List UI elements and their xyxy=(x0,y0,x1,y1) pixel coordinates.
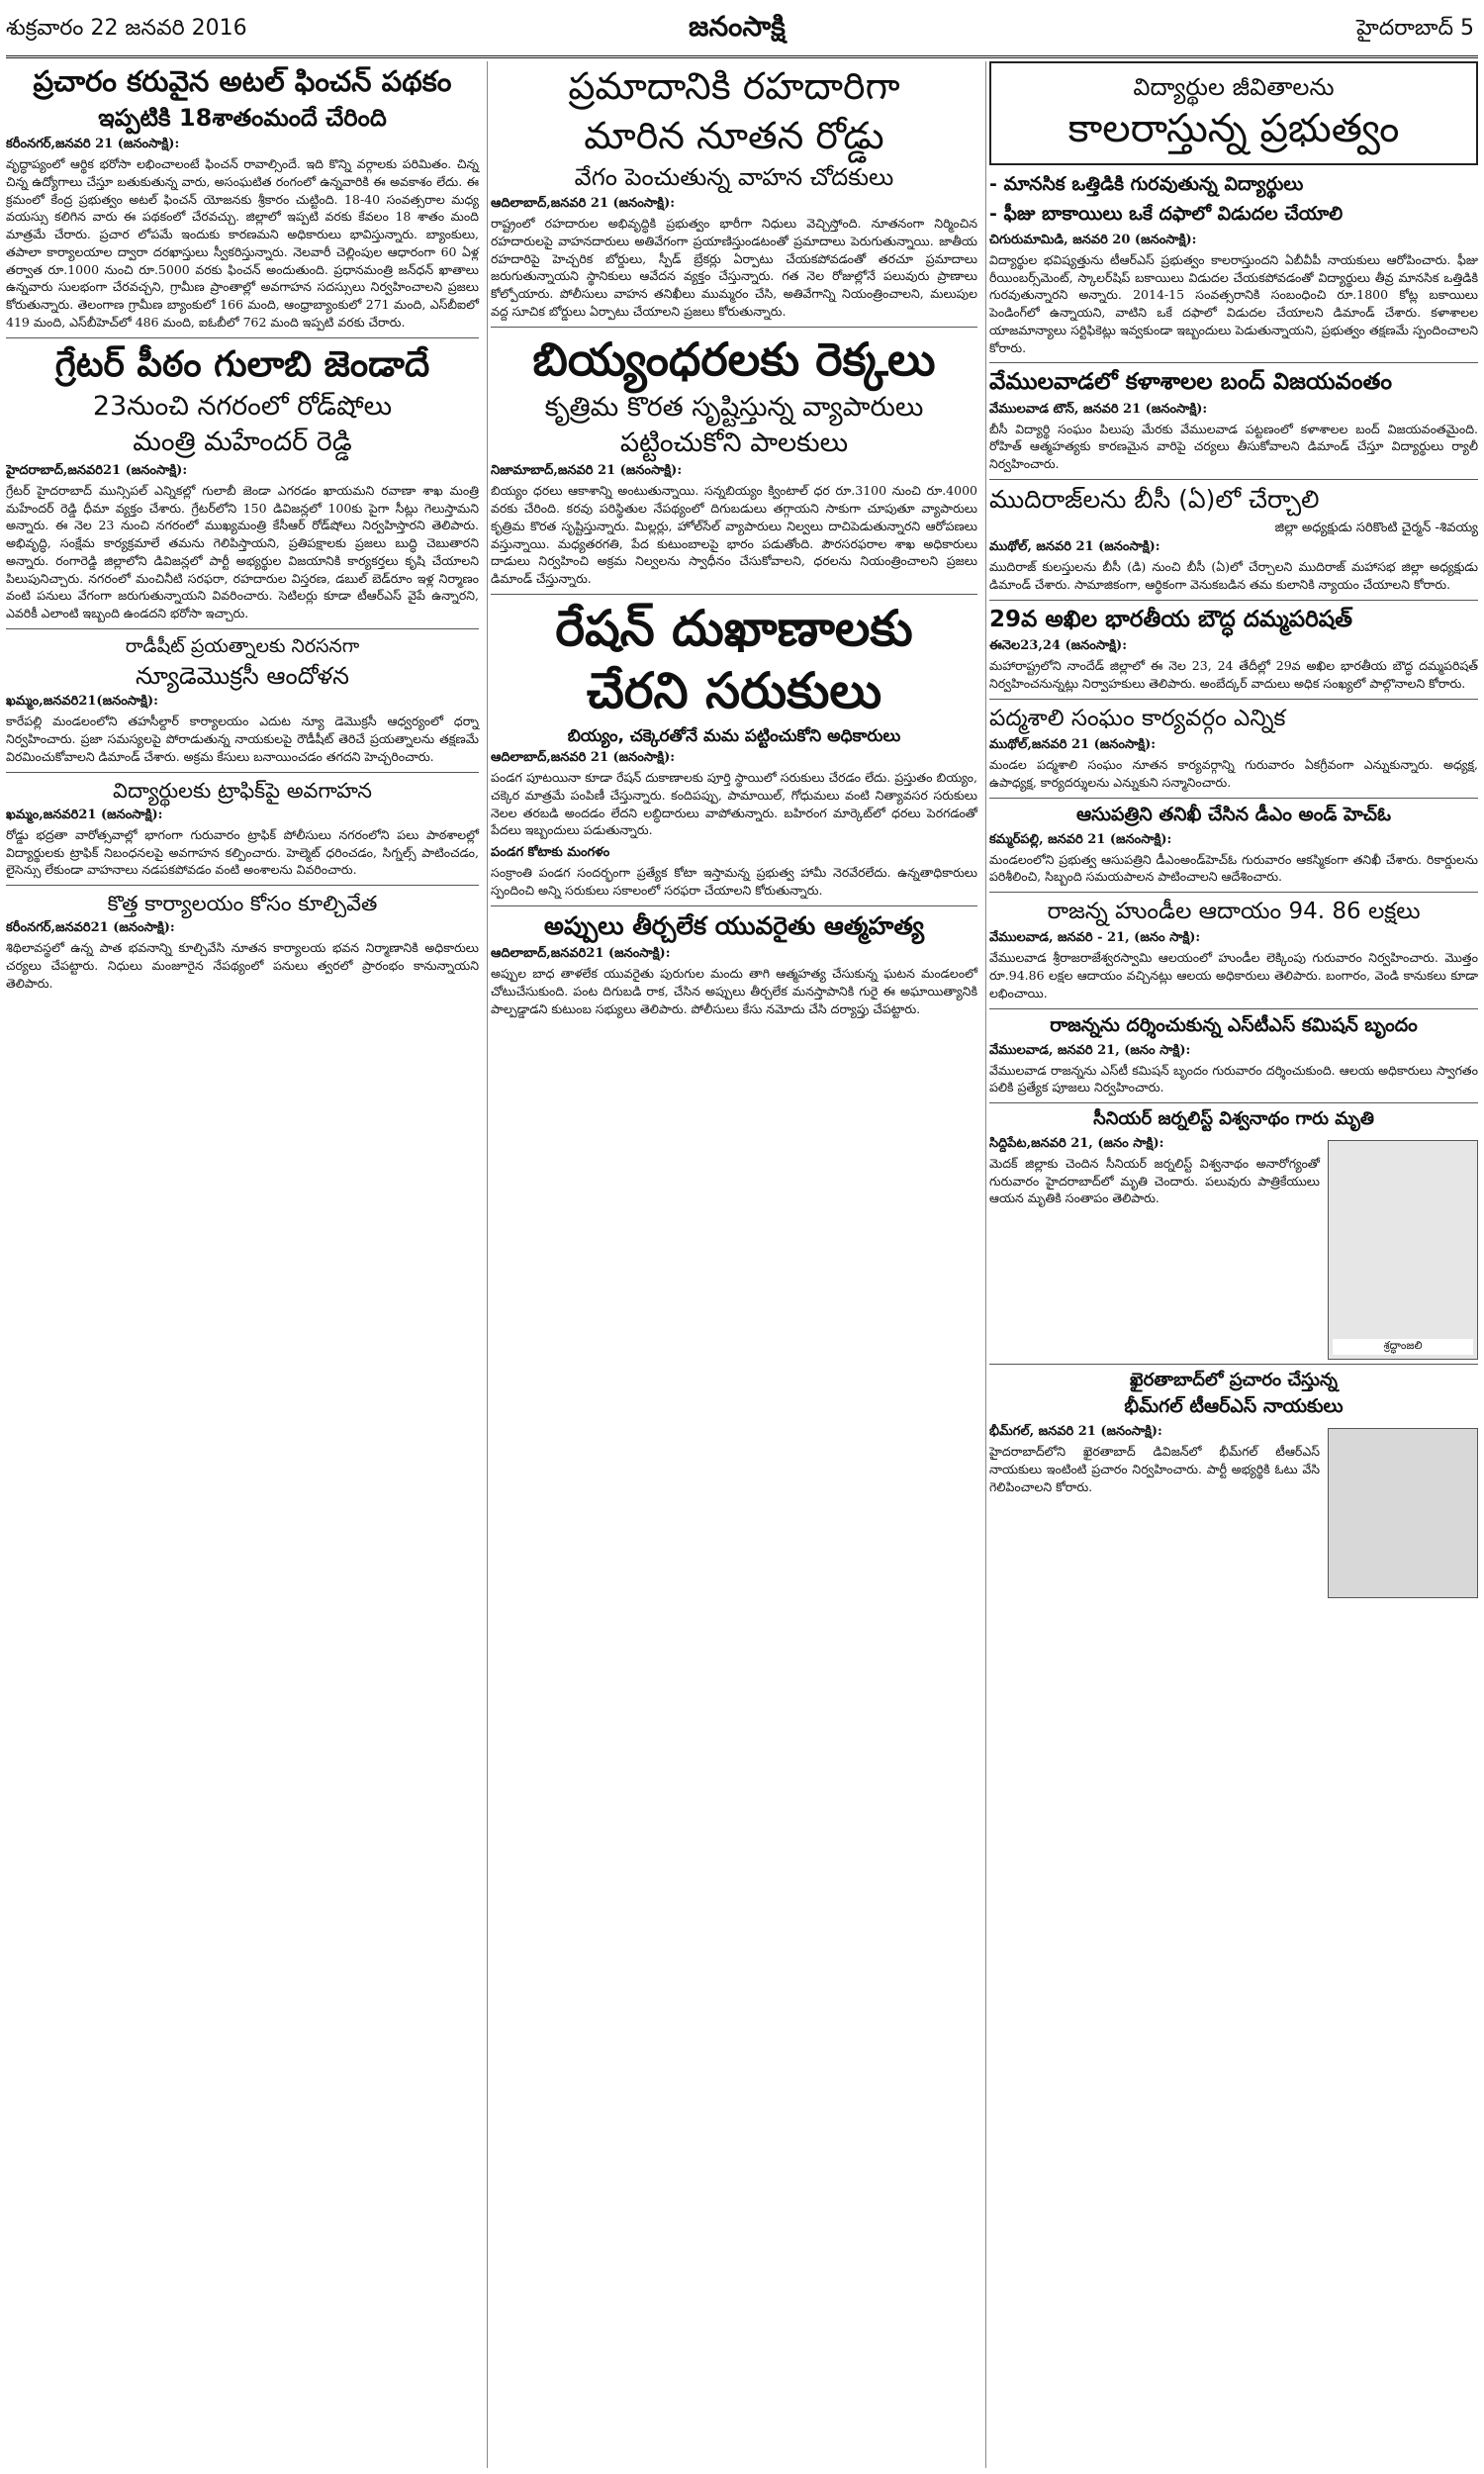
dateline: వేములవాడ, జనవరి 21, (జనం సాక్షి): xyxy=(989,1042,1191,1058)
article-body: మెదక్ జిల్లాకు చెందిన సీనియర్ జర్నలిస్ట్ విశ్వనాథం అనారోగ్యంతో గురువారం హైదరాబాద్‌లో మృతి చెందారు. పలువురు పాత్రికేయులు ఆయన మృతికి సంతాపం తెలిపారు. xyxy=(989,1155,1320,1206)
divider xyxy=(6,337,479,338)
divider xyxy=(6,885,479,886)
headline-college-bandh: వేములవాడలో కళాశాలల బంద్ విజయవంతం xyxy=(989,369,1393,396)
headline-bheemgal-trs: భీమ్‌గల్ టీఆర్‌ఎస్ నాయకులు xyxy=(1124,1395,1344,1418)
divider xyxy=(989,362,1478,363)
photo-caption: శ్రద్ధాంజలి xyxy=(1333,1339,1473,1355)
subhead-district-president: జిల్లా అధ్యక్షుడు సరికొంటి చైర్మన్ -శివయ్య xyxy=(1274,520,1478,535)
headline-buddhist-parishad: 29వ అఖిల భారతీయ బౌద్ధ దమ్మపరిషత్ xyxy=(989,606,1353,632)
headline-rowdy-sheet: రాడీషీట్ ప్రయత్నాలకు నిరసనగా xyxy=(125,634,360,657)
headline-greater-peetham: గ్రేటర్ పీఠం గులాబి జెండాదే xyxy=(54,343,430,385)
subhead-artificial-shortage: కృత్రిమ కొరత సృష్టిస్తున్న వ్యాపారులు xyxy=(544,391,924,423)
article-body: వృద్ధాప్యంలో ఆర్థిక భరోసా లభించాలంటే ఫించన్ రావాల్సిందే. ఇది కొన్ని వర్గాలకు పరిమితం. చిన్న చిన్న ఉద్యోగాలు చేస్తూ బతుకుతున్న వారు, అసంఘటిత రంగంలో ఉన్నవారికి ఈ అవకాశం లేదు. ఈ క్రమంలో కేంద్ర ప్రభుత్వం అటల్ ఫించన్ యోజనకు శ్రీకారం చుట్టింది. 18-40 సంవత్సరాల మధ్య వయస్సు కలిగిన వారు ఈ పథకంలో చేరవచ్చు. జిల్లాలో ఇప్పటి వరకు కేవలం 18 శాతం మంది మాత్రమే చేరారు. ప్రచార లోపమే ఇందుకు కారణమని అధికారులు భావిస్తున్నారు. బ్యాంకులు, తపాలా కార్యాలయాల ద్వారా దరఖాస్తులు స్వీకరిస్తున్నారు. నెలవారీ చెల్లింపుల ఆధారంగా 60 ఏళ్ల తర్వాత రూ.1000 నుంచి రూ.5000 వరకు ఫించన్ అందుతుంది. ప్రధానమంత్రి జన్‌ధన్ ఖాతాలు ఉన్నవారు సులభంగా చేరవచ్చని, గ్రామీణ ప్రాంతాల్లో అవగాహన సదస్సులు నిర్వహించాలని ప్రజలు కోరుతున్నారు. తెలంగాణ గ్రామీణ బ్యాంకులో 166 మంది, ఆంధ్రాబ్యాంకులో 271 మంది, ఎస్‌బీఐలో 419 మంది, ఎస్‌బీహెచ్‌లో 486 మంది, ఐఓబీలో 762 మంది ఇప్పటి వరకు చేరారు. xyxy=(6,156,479,330)
bullet-fee-dues: - ఫీజు బాకాయిలు ఒకే దఫాలో విడుదల చేయాలి xyxy=(989,202,1344,225)
article-body: గ్రేటర్ హైదరాబాద్ మున్సిపల్ ఎన్నికల్లో గులాబీ జెండా ఎగరడం ఖాయమని రవాణా శాఖ మంత్రి మహేందర్ రెడ్డి ధీమా వ్యక్తం చేశారు. గ్రేటర్‌లోని 150 డివిజన్లలో 100కు పైగా సీట్లు గెలుస్తామని అన్నారు. ఈ నెల 23 నుంచి నగరంలో ముఖ్యమంత్రి కేసీఆర్ రోడ్‌షోలు నిర్వహిస్తారని తెలిపారు. అభివృద్ధి, సంక్షేమ కార్యక్రమాలే తమను గెలిపిస్తాయని, ప్రతిపక్షాలకు ప్రజలు బుద్ధి చెబుతారని అన్నారు. రంగారెడ్డి జిల్లాలోని డివిజన్లలో పార్టీ అభ్యర్థుల విజయానికి కార్యకర్తలు కృషి చేయాలని పిలుపునిచ్చారు. నగరంలో మంచినీటి సరఫరా, రహదారుల విస్తరణ, డబుల్ బెడ్‌రూం ఇళ్ల నిర్మాణం వంటి పనులు వేగంగా జరుగుతున్నాయని వివరించారు. సెటిలర్లు కూడా టీఆర్‌ఎస్ వైపే ఉన్నారని, ఎవరికీ ఎలాంటి ఇబ్బంది ఉండదని భరోసా ఇచ్చారు. xyxy=(6,482,479,621)
article-body: వేములవాడ రాజన్నను ఎస్‌టీ కమిషన్ బృందం గురువారం దర్శించుకుంది. ఆలయ అధికారులు స్వాగతం పలికి ప్రత్యేక పూజలు నిర్వహించారు. xyxy=(989,1062,1478,1095)
newspaper-logo: జనంసాక్షి xyxy=(689,10,786,43)
obituary-photo xyxy=(1328,1140,1478,1360)
column-left xyxy=(6,61,488,2468)
dateline: ఆదిలాబాద్,జనవరి 21 (జనంసాక్షి): xyxy=(491,750,676,766)
article-body: బీసీ విద్యార్థి సంఘం పిలుపు మేరకు వేములవాడ పట్టణంలో కళాశాలల బంద్ విజయవంతమైంది. రోహిత్ ఆత్మహత్యకు కారణమైన వారిపై చర్యలు తీసుకోవాలని డిమాండ్ చేస్తూ విద్యార్థులు ర్యాలీ నిర్వహించారు. xyxy=(989,421,1478,472)
dateline: ఆదిలాబాద్,జనవరి21 (జనంసాక్షి): xyxy=(491,946,671,962)
article-body: హైదరాబాద్‌లోని ఖైరతాబాద్ డివిజన్‌లో భీమ్‌గల్ టీఆర్‌ఎస్ నాయకులు ఇంటింటి ప్రచారం నిర్వహించారు. పార్టీ అభ్యర్థికి ఓటు వేసి గెలిపించాలని కోరారు. xyxy=(989,1444,1320,1494)
subhead-speeding: వేగం పెంచుతున్న వాహన చోదకులు xyxy=(574,163,894,192)
dateline: ఆదిలాబాద్,జనవరి 21 (జనంసాక్షి): xyxy=(491,196,676,212)
dateline: కమ్మర్‌పల్లి, జనవరి 21 (జనంసాక్షి): xyxy=(989,831,1172,847)
page-city-number: హైదరాబాద్ 5 xyxy=(1356,16,1474,41)
headline-khairatabad: ఖైరతాబాద్‌లో ప్రచారం చేస్తున్న xyxy=(1130,1369,1338,1390)
dateline: వేములవాడ, జనవరి - 21, (జనం సాక్షి): xyxy=(989,930,1201,946)
dateline: వేములవాడ టౌన్, జనవరి 21 (జనంసాక్షి): xyxy=(989,401,1208,417)
subhead-rulers: పట్టించుకోని పాలకులు xyxy=(619,427,849,458)
article-body: విద్యార్థుల భవిష్యత్తును టీఆర్‌ఎస్ ప్రభుత్వం కాలరాస్తుందని ఏబీవీపీ నాయకులు ఆరోపించారు. ఫీజు రీయింబర్స్‌మెంట్, స్కాలర్‌షిప్ బకాయిలు విడుదల చేయకపోవడంతో విద్యార్థులు తీవ్ర మానసిక ఒత్తిడికి గురవుతున్నారని అన్నారు. 2014-15 సంవత్సరానికి సంబంధించి రూ.1800 కోట్ల బకాయిలు పెండింగ్‌లో ఉన్నాయని, వాటిని ఒకే దఫాలో విడుదల చేయాలని డిమాండ్ చేశారు. కళాశాలల యాజమాన్యాలు సర్టిఫికెట్లు ఇవ్వకుండా ఇబ్బందులు పెడుతున్నాయని, ప్రభుత్వం తక్షణమే స్పందించాలని కోరారు. xyxy=(989,251,1478,355)
headline-hospital-inspection: ఆసుపత్రిని తనిఖీ చేసిన డీఎం అండ్ హెచ్ఓ xyxy=(1075,803,1392,825)
inline-subhead: పండగ కోటాకు మంగళం xyxy=(491,845,610,861)
article-body: ముదిరాజ్ కులస్తులను బీసీ (డి) నుంచి బీసీ (ఏ)లో చేర్చాలని ముదిరాజ్ మహాసభ జిల్లా అధ్యక్షుడు డిమాండ్ చేశారు. సామాజికంగా, ఆర్థికంగా వెనుకబడిన తమ కులానికి న్యాయం చేయాలని కోరారు. xyxy=(989,559,1478,593)
headline-mudiraj: ముదిరాజ్‌లను బీసీ (ఏ)లో చేర్చాలి xyxy=(989,484,1320,514)
dateline: కరీంనగర్,జనవరి 21 (జనంసాక్షి): xyxy=(6,137,180,152)
headline-new-road-2: మారిన నూతన రోడ్డు xyxy=(584,113,884,157)
headline-government: కాలరాస్తున్న ప్రభుత్వం xyxy=(1067,105,1400,151)
article-body: మండలంలోని ప్రభుత్వ ఆసుపత్రిని డీఎంఅండ్‌హెచ్‌ఓ గురువారం ఆకస్మికంగా తనిఖీ చేశారు. రికార్డులను పరిశీలించి, సిబ్బంది సమయపాలన పాటించాలని ఆదేశించారు. xyxy=(989,851,1478,885)
subhead-new-democracy: న్యూడెమొక్రసీ ఆందోళన xyxy=(136,661,349,690)
dateline: ఖమ్మం,జనవరి21(జనంసాక్షి): xyxy=(6,694,158,710)
dateline: హైదరాబాద్,జనవరి21 (జనంసాక్షి): xyxy=(6,462,188,478)
article-body: రాష్ట్రంలో రహదారుల అభివృద్ధికి ప్రభుత్వం భారీగా నిధులు వెచ్చిస్తోంది. నూతనంగా నిర్మించిన రహదారులపై వాహనదారులు అతివేగంగా ప్రయాణిస్తుండటంతో ప్రమాదాలు పెరుగుతున్నాయి. జాతీయ రహదారిపై హెచ్చరిక బోర్డులు, స్పీడ్ బ్రేకర్లు ఏర్పాటు చేయకపోవడంతో తరచూ ప్రమాదాలు జరుగుతున్నాయని స్థానికులు ఆవేదన వ్యక్తం చేస్తున్నారు. గత నెల రోజుల్లోనే పలువురు ప్రాణాలు కోల్పోయారు. పోలీసులు వాహన తనిఖీలు ముమ్మరం చేసి, అతివేగాన్ని నియంత్రించాలని, మలుపుల వద్ద సూచిక బోర్డులు ఏర్పాటు చేయాలని ప్రజలు కోరుతున్నారు. xyxy=(491,216,977,319)
campaign-photo xyxy=(1328,1428,1478,1598)
headline-traffic-awareness: విద్యార్థులకు ట్రాఫిక్‌పై అవగాహన xyxy=(113,778,372,803)
dateline: భీమ్‌గల్, జనవరి 21 (జనంసాక్షి): xyxy=(989,1424,1162,1440)
headline-journalist-death: సీనియర్ జర్నలిస్ట్ విశ్వనాథం గారు మృతి xyxy=(1093,1108,1374,1130)
dateline: ఖమ్మం,జనవరి21 (జనంసాక్షి): xyxy=(6,807,163,822)
article-body: వేములవాడ శ్రీరాజరాజేశ్వరస్వామి ఆలయంలో హుండీల లెక్కింపు గురువారం నిర్వహించారు. మొత్తం రూ.94.86 లక్షల ఆదాయం వచ్చినట్లు ఆలయ అధికారులు తెలిపారు. బంగారం, వెండి కానుకలు కూడా లభించాయి. xyxy=(989,950,1478,1000)
article-body: కారేపల్లి మండలంలోని తహసీల్దార్ కార్యాలయం ఎదుట న్యూ డెమొక్రసీ ఆధ్వర్యంలో ధర్నా నిర్వహించారు. ప్రజా సమస్యలపై పోరాడుతున్న నాయకులపై రౌడీషీట్ తెరిచే ప్రయత్నాలను తక్షణమే విరమించుకోవాలని డిమాండ్ చేశారు. అక్రమ కేసులు బనాయించడం తగదని హెచ్చరించారు. xyxy=(6,714,479,764)
featured-box xyxy=(989,61,1478,165)
divider xyxy=(6,772,479,773)
article-body: బియ్యం ధరలు ఆకాశాన్ని అంటుతున్నాయి. సన్నబియ్యం క్వింటాల్ ధర రూ.3100 నుంచి రూ.4000 వరకు చేరింది. కరవు పరిస్థితుల నేపథ్యంలో దిగుబడులు తగ్గాయని సాకుగా చూపుతూ వ్యాపారులు కృత్రిమ కొరత సృష్టిస్తున్నారు. మిల్లర్లు, హోల్‌సేల్ వ్యాపారులు నిల్వలు దాచిపెడుతున్నారని ఆరోపణలు వస్తున్నాయి. మధ్యతరగతి, పేద కుటుంబాలపై భారం పడుతోంది. పౌరసరఫరాల శాఖ అధికారులు దాడులు నిర్వహించి అక్రమ నిల్వలను స్వాధీనం చేసుకోవాలని, ధరలను నియంత్రించాలని ప్రజలు డిమాండ్ చేస్తున్నారు. xyxy=(491,483,977,587)
headline-st-commission: రాజన్నను దర్శించుకున్న ఎస్‌టీఎస్ కమిషన్ బృందం xyxy=(1050,1013,1418,1036)
dateline: ఈనెల23,24 (జనంసాక్షి): xyxy=(989,638,1128,654)
divider xyxy=(491,905,977,906)
dateline: ముథోల్, జనవరి 21 (జనంసాక్షి): xyxy=(989,539,1160,555)
subhead-minister: మంత్రి మహేందర్ రెడ్డి xyxy=(133,427,352,458)
divider xyxy=(989,479,1478,480)
headline-ration-shops: రేషన్ దుఖాణాలకు xyxy=(555,599,913,657)
headline-hundi-income: రాజన్న హుండీల ఆదాయం 94. 86 లక్షలు xyxy=(1047,899,1421,925)
dateline: కరీంనగర్,జనవరి21 (జనంసాక్షి): xyxy=(6,920,175,936)
article-body: రోడ్డు భద్రతా వారోత్సవాల్లో భాగంగా గురువారం ట్రాఫిక్ పోలీసులు నగరంలోని పలు పాఠశాలల్లో విద్యార్థులకు ట్రాఫిక్ నిబంధనలపై అవగాహన కల్పించారు. హెల్మెట్ ధరించడం, సిగ్నల్స్ పాటించడం, లైసెన్సు లేకుండా వాహనాలు నడపకపోవడం వంటి అంశాలను వివరించారు. xyxy=(6,826,479,878)
headline-new-road: ప్రమాదానికి రహదారిగా xyxy=(568,64,900,108)
page-header xyxy=(6,4,1478,58)
subhead-roadshows: 23నుంచి నగరంలో రోడ్‌షోలు xyxy=(92,391,393,423)
subhead-atal-pension: ఇప్పటికి 18శాతంమందే చేరింది xyxy=(98,104,387,133)
divider xyxy=(989,1364,1478,1365)
article-body: శిథిలావస్థలో ఉన్న పాత భవనాన్ని కూల్చివేసి నూతన కార్యాలయ భవన నిర్మాణానికి అధికారులు చర్యలు చేపట్టారు. నిధులు మంజూరైన నేపథ్యంలో పనులు త్వరలో ప్రారంభం కానున్నాయని తెలిపారు. xyxy=(6,940,479,991)
article-body: పండగ పూటయినా కూడా రేషన్ దుకాణాలకు పూర్తి స్థాయిలో సరుకులు చేరడం లేదు. ప్రస్తుతం బియ్యం, చక్కెర మాత్రమే పంపిణీ చేస్తున్నారు. కందిపప్పు, పామాయిల్, గోధుమలు వంటి నిత్యావసర సరుకులు నెలల తరబడి అందడం లేదని లబ్ధిదారులు వాపోతున్నారు. బహిరంగ మార్కెట్‌లో ధరలు పెరగడంతో పేదలు ఇబ్బందులు పడుతున్నారు. xyxy=(491,770,977,838)
headline-padmashali: పద్మశాలి సంఘం కార్యవర్గం ఎన్నిక xyxy=(989,705,1286,731)
divider xyxy=(6,628,479,629)
kicker-students: విద్యార్థుల జీవితాలను xyxy=(1133,73,1335,101)
headline-farmer-suicide: అప్పులు తీర్చలేక యువరైతు ఆత్మహత్య xyxy=(543,910,925,940)
subhead-rice-sugar: బియ్యం, చక్కెరతోనే మమ పట్టించుకోని అధికారులు xyxy=(567,725,901,746)
headline-atal-pension: ప్రచారం కరువైన అటల్ ఫించన్ పథకం xyxy=(33,64,452,98)
divider xyxy=(491,594,977,595)
article-body: మహారాష్ట్రలోని నాందేడ్ జిల్లాలో ఈ నెల 23, 24 తేదీల్లో 29వ అఖిల భారతీయ బౌద్ధ దమ్మపరిషత్ నిర్వహించనున్నట్లు నిర్వాహకులు తెలిపారు. అంబేద్కర్ వాదులు అధిక సంఖ్యలో పాల్గొనాలని కోరారు. xyxy=(989,658,1478,692)
headline-office-demolition: కొత్త కార్యాలయం కోసం కూల్చివేత xyxy=(107,892,378,916)
column-right xyxy=(989,61,1478,2468)
column-middle xyxy=(491,61,986,2468)
dateline: సిద్దిపేట,జనవరి 21, (జనం సాక్షి): xyxy=(989,1135,1164,1151)
divider xyxy=(989,798,1478,799)
article-body: మండల పద్మశాలి సంఘం నూతన కార్యవర్గాన్ని గురువారం ఏకగ్రీవంగా ఎన్నుకున్నారు. అధ్యక్ష, ఉపాధ్యక్ష, కార్యదర్శులను ఎన్నుకుని సన్మానించారు. xyxy=(989,757,1478,790)
headline-rice-prices: బియ్యంధరలకు రెక్కలు xyxy=(532,332,936,386)
divider xyxy=(989,1102,1478,1103)
divider xyxy=(989,600,1478,601)
headline-ration-shops-2: చేరని సరుకులు xyxy=(586,662,882,720)
article-body-2: సంక్రాంతి పండగ సందర్భంగా ప్రత్యేక కోటా ఇస్తామన్న ప్రభుత్వ హామీ నెరవేరలేదు. ఉన్నతాధికారులు స్పందించి అన్ని సరుకులు సకాలంలో సరఫరా చేయాలని కోరుతున్నారు. xyxy=(491,865,977,898)
dateline: చిగురుమామిడి, జనవరి 20 (జనంసాక్షి): xyxy=(989,232,1197,247)
divider xyxy=(989,699,1478,700)
divider xyxy=(491,327,977,328)
article-body: అప్పుల బాధ తాళలేక యువరైతు పురుగుల మందు తాగి ఆత్మహత్య చేసుకున్న ఘటన మండలంలో చోటుచేసుకుంది. పంట దిగుబడి రాక, చేసిన అప్పులు తీర్చలేక మనస్తాపానికి గురై ఈ అఘాయిత్యానికి పాల్పడ్డాడని కుటుంబ సభ్యులు తెలిపారు. పోలీసులు కేసు నమోదు చేసి దర్యాప్తు చేపట్టారు. xyxy=(491,966,977,1016)
divider xyxy=(989,892,1478,893)
issue-date: శుక్రవారం 22 జనవరి 2016 xyxy=(6,16,247,41)
bullet-stress: - మానసిక ఒత్తిడికి గురవుతున్న విద్యార్థులు xyxy=(989,172,1304,195)
divider xyxy=(989,1008,1478,1009)
dateline: ముథోల్,జనవరి 21 (జనంసాక్షి): xyxy=(989,737,1157,753)
dateline: నిజామాబాద్,జనవరి 21 (జనంసాక్షి): xyxy=(491,463,683,479)
